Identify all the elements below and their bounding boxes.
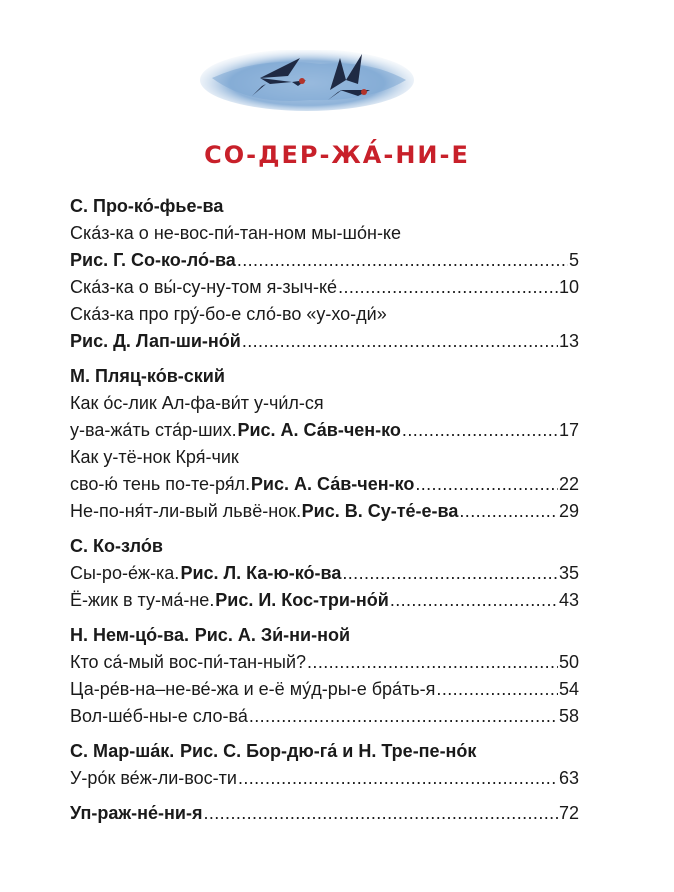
page-number: 50 <box>558 652 579 672</box>
toc-entry[interactable] <box>70 247 579 274</box>
toc-entry[interactable] <box>70 703 579 730</box>
section-author <box>70 533 579 560</box>
toc-entry[interactable] <box>70 417 579 444</box>
page-number: 72 <box>558 803 579 823</box>
illustrator: Рис. Д. Лап-ши-но́й <box>70 331 241 351</box>
entry-title: Вол-ше́б-ны-е сло-ва́ <box>70 706 248 726</box>
entry-title: Кто са́-мый вос-пи́-тан-ный? <box>70 652 307 672</box>
entry-title: Ска́з-ка о не-вос-пи́-тан-ном мы-шо́н-ке <box>70 223 402 243</box>
page-number: 35 <box>558 563 579 583</box>
page-number: 58 <box>558 706 579 726</box>
section-author <box>70 363 579 390</box>
swallows-illustration <box>200 50 414 112</box>
leader-dots <box>338 274 558 301</box>
section-author <box>70 622 579 649</box>
page-number: 10 <box>558 277 579 297</box>
table-of-contents <box>70 193 579 827</box>
page-number: 17 <box>558 420 579 440</box>
leader-dots <box>307 649 558 676</box>
toc-entry[interactable] <box>70 444 579 471</box>
toc-entry[interactable] <box>70 676 579 703</box>
leader-dots <box>242 328 558 355</box>
author-name: С. Про-ко́-фье-ва <box>70 196 224 216</box>
entry-title: у-ва-жа́ть ста́р-ших. <box>70 420 237 440</box>
entry-title: Как о́с-лик Ал-фа-ви́т у-чи́л-ся <box>70 393 324 413</box>
leader-dots <box>390 587 558 614</box>
illustrator: Рис. А. Са́в-чен-ко <box>250 474 415 494</box>
leader-dots <box>342 560 558 587</box>
page-number: 29 <box>558 501 579 521</box>
illustrator: Рис. В. Су-те́-е-ва <box>301 501 459 521</box>
toc-entry[interactable] <box>70 220 579 247</box>
leader-dots <box>238 765 558 792</box>
entry-title: Ска́з-ка о вы́-су-ну-том я-зыч-ке́ <box>70 277 338 297</box>
page-number: 43 <box>558 590 579 610</box>
leader-dots <box>436 676 558 703</box>
entry-title: Как у-тё-нок Кря́-чик <box>70 447 239 467</box>
illustrator: Рис. Л. Ка-ю-ко́-ва <box>180 563 342 583</box>
toc-entry[interactable] <box>70 649 579 676</box>
entry-title: Не-по-ня́т-ли-вый львё-нок. <box>70 501 302 521</box>
author-illustrator: Рис. С. Бор-дю-га́ и Н. Тре-пе-но́к <box>180 741 477 761</box>
page-number: 13 <box>558 331 579 351</box>
entry-title: Ска́з-ка про гру́-бо-е сло́-во «у-хо-ди́» <box>70 304 387 324</box>
author-name: Н. Нем-цо́-ва. <box>70 625 189 645</box>
author-name: С. Ко-зло́в <box>70 536 163 556</box>
section-author <box>70 738 579 765</box>
toc-entry[interactable] <box>70 587 579 614</box>
toc-entry[interactable] <box>70 560 579 587</box>
leader-dots <box>415 471 558 498</box>
page-number: 54 <box>558 679 579 699</box>
leader-dots <box>203 800 558 827</box>
author-illustrator: Рис. А. Зи́-ни-ной <box>194 625 351 645</box>
toc-entry[interactable] <box>70 471 579 498</box>
toc-entry[interactable] <box>70 498 579 525</box>
entry-title: У-ро́к ве́ж-ли-вос-ти <box>70 768 237 788</box>
illustrator: Рис. И. Кос-три-но́й <box>215 590 389 610</box>
page-number: 22 <box>558 474 579 494</box>
toc-entry[interactable] <box>70 765 579 792</box>
toc-entry[interactable] <box>70 800 579 827</box>
entry-title: Ё-жик в ту-ма́-не. <box>70 590 215 610</box>
toc-entry[interactable] <box>70 390 579 417</box>
leader-dots <box>459 498 558 525</box>
toc-entry[interactable] <box>70 328 579 355</box>
page-number: 5 <box>568 250 579 270</box>
leader-dots <box>249 703 558 730</box>
page-number: 63 <box>558 768 579 788</box>
entry-title: Сы-ро-е́ж-ка. <box>70 563 180 583</box>
illustrator: Рис. Г. Со-ко-ло́-ва <box>70 250 236 270</box>
entry-title: Ца-ре́в-на–не-ве́-жа и е-ё му́д-ры-е бра́ть-я <box>70 679 436 699</box>
illustrator: Рис. А. Са́в-чен-ко <box>237 420 401 440</box>
page-title: СО-ДЕР-ЖА́-НИ-Е <box>204 141 470 169</box>
leader-dots <box>402 417 558 444</box>
author-name: С. Мар-ша́к. <box>70 741 175 761</box>
entry-title: сво-ю́ тень по-те-ря́л. <box>70 474 251 494</box>
leader-dots <box>237 247 568 274</box>
toc-entry[interactable] <box>70 274 579 301</box>
section-author <box>70 193 579 220</box>
author-name: М. Пляц-ко́в-ский <box>70 366 225 386</box>
toc-entry[interactable] <box>70 301 579 328</box>
entry-title: Уп-раж-не́-ни-я <box>70 803 203 823</box>
